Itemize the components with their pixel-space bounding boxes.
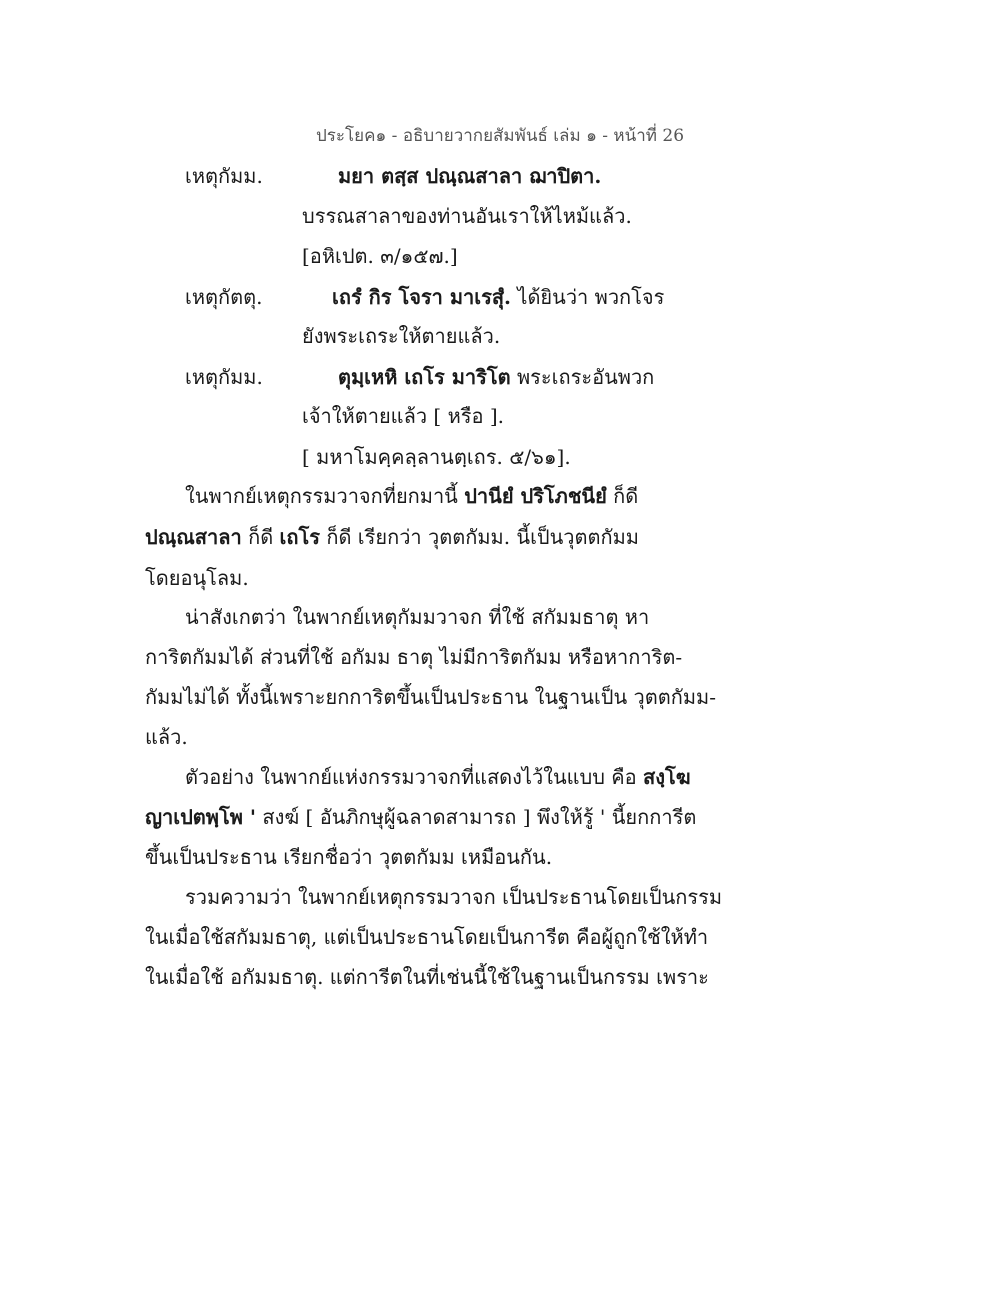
example-line <box>338 163 601 189</box>
translation-line: ยังพระเถระให้ตายแล้ว. <box>302 324 501 348</box>
reference-line: [ มหาโมคฺคลฺลานตฺเถร. ๕/๖๑]. <box>302 445 571 469</box>
paragraph-line <box>145 804 696 830</box>
pali-sentence: เถรํ กิร โจรา มาเรสุํ. <box>332 285 512 309</box>
pali-sentence: มยา ตสฺส ปณฺณสาลา ฌาปิตา. <box>338 164 602 188</box>
text-run: ก็ดี <box>606 484 639 508</box>
pali-term: ญาเปตพฺโพ ' <box>145 805 256 829</box>
translation-line: บรรณสาลาของท่านอันเราให้ไหม้แล้ว. <box>302 204 632 228</box>
paragraph-line: กัมมไม่ได้ ทั้งนี้เพราะยกการิตขึ้นเป็นประธาน ในฐานเป็น วุตตกัมม- <box>145 685 716 709</box>
example-line <box>332 284 664 310</box>
reference-line: [อหิเปต. ๓/๑๕๗.] <box>302 244 458 268</box>
paragraph-line <box>145 524 639 550</box>
translation-text: พระเถระอันพวก <box>510 365 655 389</box>
paragraph-line: น่าสังเกตว่า ในพากย์เหตุกัมมวาจก ที่ใช้ สกัมมธาตุ หา <box>185 605 650 629</box>
page-header: ประโยค๑ - อธิบายวากยสัมพันธ์ เล่ม ๑ - หน้าที่ 26 <box>315 126 685 146</box>
paragraph-line: ขึ้นเป็นประธาน เรียกชื่อว่า วุตตกัมม เหมือนกัน. <box>145 845 553 869</box>
text-run: ตัวอย่าง ในพากย์แห่งกรรมวาจกที่แสดงไว้ในแบบ คือ <box>185 765 644 789</box>
text-run: ก็ดี เรียกว่า วุตตกัมม. นี้เป็นวุตตกัมม <box>319 525 639 549</box>
pali-term: เถโร <box>279 525 320 549</box>
pali-term: ปานียํ ปริโภชนียํ <box>464 484 607 508</box>
paragraph-line <box>185 764 691 790</box>
pali-term: สงฺโฆ <box>643 765 691 789</box>
text-run: ในพากย์เหตุกรรมวาจกที่ยกมานี้ <box>185 484 465 508</box>
translation-line: เจ้าให้ตายแล้ว [ หรือ ]. <box>302 404 505 428</box>
pali-term: ปณฺณสาลา <box>145 525 242 549</box>
paragraph-line: ในเมื่อใช้สกัมมธาตุ, แต่เป็นประธานโดยเป็นการีต คือผู้ถูกใช้ให้ทำ <box>145 925 709 949</box>
paragraph-line: รวมความว่า ในพากย์เหตุกรรมวาจก เป็นประธานโดยเป็นกรรม <box>185 885 723 909</box>
text-run: ก็ดี <box>241 525 280 549</box>
example-line <box>338 364 654 390</box>
paragraph-line: โดยอนุโลม. <box>145 566 249 590</box>
translation-text: ได้ยินว่า พวกโจร <box>511 285 665 309</box>
example-label: เหตุกัตตุ. <box>185 285 263 309</box>
example-label: เหตุกัมม. <box>185 164 263 188</box>
paragraph-line: การิตกัมมได้ ส่วนที่ใช้ อกัมม ธาตุ ไม่มีการิตกัมม หรือหาการิต- <box>145 645 683 669</box>
paragraph-line <box>185 483 638 509</box>
example-label: เหตุกัมม. <box>185 365 263 389</box>
text-run: สงฆ์ [ อันภิกษุผู้ฉลาดสามารถ ] พึงให้รู้ ' นี้ยกการีต <box>256 805 697 829</box>
paragraph-line: ในเมื่อใช้ อกัมมธาตุ. แต่การีตในที่เช่นนี้ใช้ในฐานเป็นกรรม เพราะ <box>145 965 709 989</box>
paragraph-line: แล้ว. <box>145 725 188 749</box>
pali-sentence: ตุมฺเหหิ เถโร มาริโต <box>338 365 511 389</box>
